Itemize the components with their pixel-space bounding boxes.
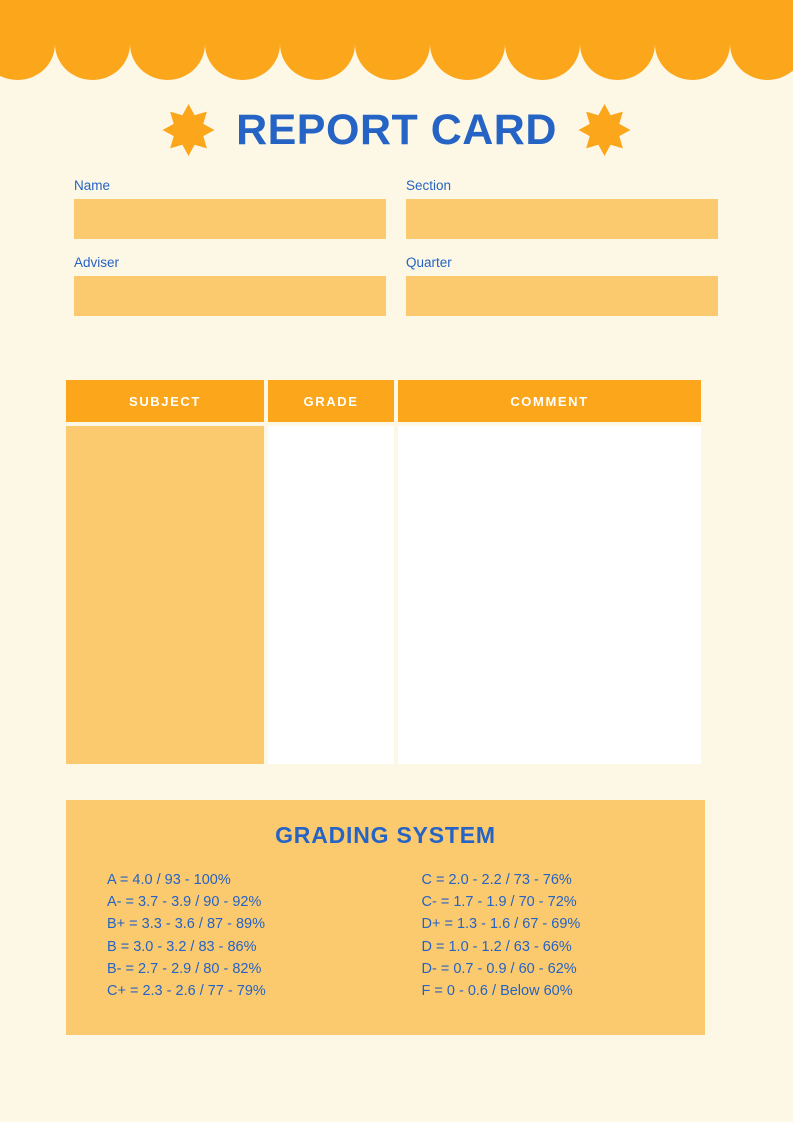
grading-system-columns — [66, 869, 705, 1002]
column-header-comment: COMMENT — [398, 380, 701, 422]
grading-system-panel — [66, 800, 705, 1035]
list-item: C- = 1.7 - 1.9 / 70 - 72% — [421, 894, 577, 911]
list-item: F = 0 - 0.6 / Below 60% — [421, 982, 573, 999]
adviser-field-group — [74, 255, 386, 316]
field-row-one — [74, 178, 717, 239]
grading-scale-right — [391, 869, 706, 1002]
list-item: A- = 3.7 - 3.9 / 90 - 92% — [107, 894, 262, 911]
adviser-input[interactable] — [74, 276, 386, 316]
list-item: D+ = 1.3 - 1.6 / 67 - 69% — [421, 916, 581, 933]
list-item: D- = 0.7 - 0.9 / 60 - 62% — [421, 960, 577, 977]
field-row-two — [74, 255, 717, 316]
quarter-label: Quarter — [406, 255, 452, 270]
list-item: B- = 2.7 - 2.9 / 80 - 82% — [107, 960, 262, 977]
list-item: A = 4.0 / 93 - 100% — [107, 872, 231, 888]
scallop-bumps — [0, 44, 793, 80]
scalloped-header-band — [0, 0, 793, 80]
table-header-row — [66, 380, 705, 422]
grades-table — [66, 380, 705, 764]
page-title: REPORT CARD — [236, 105, 557, 154]
star-burst-icon — [162, 104, 214, 156]
page-title-row — [0, 98, 793, 162]
quarter-input[interactable] — [406, 276, 718, 316]
list-item: C+ = 2.3 - 2.6 / 77 - 79% — [107, 982, 266, 999]
column-header-subject: SUBJECT — [66, 380, 264, 422]
grading-system-title: GRADING SYSTEM — [275, 822, 496, 848]
adviser-label: Adviser — [74, 255, 120, 270]
subject-entry-area[interactable] — [66, 426, 264, 764]
list-item: B = 3.0 - 3.2 / 83 - 86% — [107, 938, 257, 955]
list-item: D = 1.0 - 1.2 / 63 - 66% — [421, 938, 572, 955]
grade-entry-area[interactable] — [268, 426, 394, 764]
name-field-group — [74, 178, 386, 239]
quarter-field-group — [406, 255, 718, 316]
table-body — [66, 426, 705, 764]
student-info-form — [74, 178, 717, 332]
section-input[interactable] — [406, 199, 718, 239]
grading-scale-left — [66, 869, 391, 1002]
column-header-grade: GRADE — [268, 380, 394, 422]
section-field-group — [406, 178, 718, 239]
comment-entry-area[interactable] — [398, 426, 701, 764]
list-item: B+ = 3.3 - 3.6 / 87 - 89% — [107, 916, 265, 933]
name-input[interactable] — [74, 199, 386, 239]
section-label: Section — [406, 178, 452, 193]
name-label: Name — [74, 178, 111, 193]
star-burst-icon — [579, 104, 631, 156]
list-item: C = 2.0 - 2.2 / 73 - 76% — [421, 872, 572, 888]
